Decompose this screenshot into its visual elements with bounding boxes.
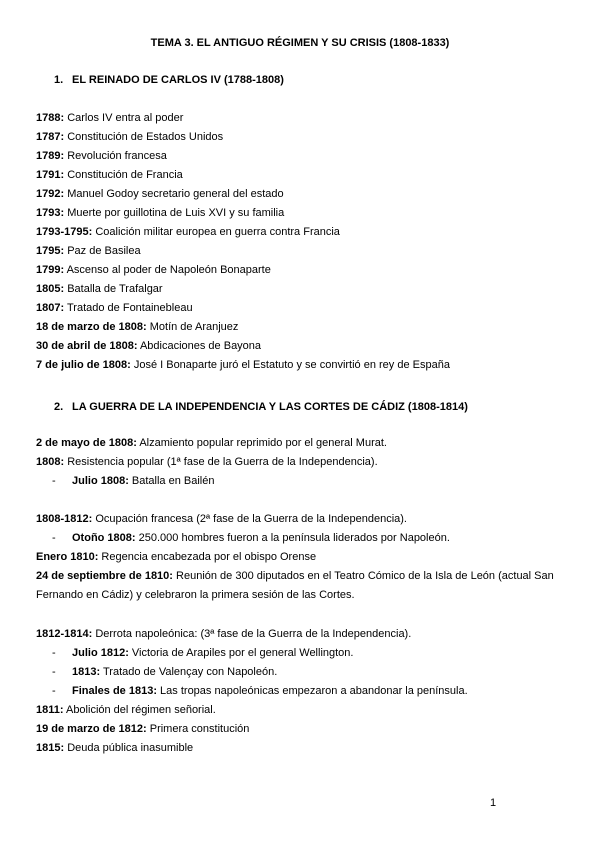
timeline-entry (36, 567, 571, 605)
section-1-title: EL REINADO DE CARLOS IV (1788-1808) (72, 74, 284, 86)
entry-date: 1815: (36, 742, 65, 754)
entry-text: Coalición militar europea en guerra contra Francia (92, 226, 340, 238)
entry-text: Motín de Aranjuez (146, 321, 239, 333)
entry-text: Muerte por guillotina de Luis XVI y su familia (64, 207, 285, 219)
timeline-entry (36, 318, 566, 337)
entry-date: Enero 1810: (36, 551, 99, 563)
timeline-sub-entry (52, 529, 450, 548)
entry-date: 1788: (36, 112, 65, 124)
entry-text: Abdicaciones de Bayona (137, 340, 262, 352)
entry-text: Regencia encabezada por el obispo Orense (98, 551, 317, 563)
section-2-heading (54, 401, 468, 413)
bullet-dash: - (52, 685, 56, 697)
entry-date: 1787: (36, 131, 65, 143)
page-number: 1 (490, 797, 497, 809)
timeline-sub-entry (52, 644, 353, 663)
entry-date: 1795: (36, 245, 65, 257)
timeline-entry (36, 701, 566, 720)
entry-text: Constitución de Estados Unidos (64, 131, 224, 143)
entry-date: Otoño 1808: (72, 532, 136, 544)
entry-date: 1811: (36, 704, 64, 716)
bullet-dash: - (52, 475, 56, 487)
entry-text: Batalla en Bailén (128, 475, 215, 487)
timeline-entry (36, 453, 566, 472)
timeline-entry (36, 356, 566, 375)
timeline-entry (36, 280, 566, 299)
entry-text: Revolución francesa (64, 150, 167, 162)
timeline-entry (36, 720, 566, 739)
entry-date: 18 de marzo de 1808: (36, 321, 147, 333)
timeline-entry (36, 337, 566, 356)
timeline-entry (36, 128, 566, 147)
bullet-dash: - (52, 647, 56, 659)
entry-text: José I Bonaparte juró el Estatuto y se convirtió en rey de España (130, 359, 450, 371)
entry-text: Ocupación francesa (2ª fase de la Guerra de la Independencia). (92, 513, 407, 525)
entry-text: 250.000 hombres fueron a la península liderados por Napoleón. (135, 532, 450, 544)
entry-text: Constitución de Francia (64, 169, 183, 181)
entry-text: Primera constitución (146, 723, 250, 735)
section-2-title: LA GUERRA DE LA INDEPENDENCIA Y LAS CORTES DE CÁDIZ (1808-1814) (72, 401, 468, 413)
timeline-entry (36, 109, 566, 128)
entry-text: Derrota napoleónica: (3ª fase de la Guerra de la Independencia). (92, 628, 412, 640)
entry-text: Ascenso al poder de Napoleón Bonaparte (64, 264, 271, 276)
entry-date: 1808-1812: (36, 513, 93, 525)
timeline-entry (36, 625, 566, 644)
entry-date: 1812-1814: (36, 628, 93, 640)
entry-date: 1808: (36, 456, 65, 468)
entry-text: Reunión de 300 diputados en el Teatro Cómico de la Isla de León (actual San Fernando en Cádiz) y celebraron la primera sesión de las Cortes. (36, 570, 554, 601)
timeline-entry (36, 185, 566, 204)
timeline-entry (36, 739, 566, 758)
entry-date: 1813: (72, 666, 101, 678)
entry-date: 19 de marzo de 1812: (36, 723, 147, 735)
entry-date: Finales de 1813: (72, 685, 157, 697)
bullet-dash: - (52, 532, 56, 544)
timeline-entry (36, 223, 566, 242)
timeline-entry (36, 242, 566, 261)
timeline-entry (36, 299, 566, 318)
timeline-sub-entry (52, 682, 468, 701)
entry-text: Victoria de Arapiles por el general Wellington. (128, 647, 354, 659)
entry-text: Tratado de Fontainebleau (64, 302, 193, 314)
section-1-heading (54, 74, 284, 86)
timeline-entry (36, 510, 566, 529)
bullet-dash: - (52, 666, 56, 678)
entry-date: 1789: (36, 150, 65, 162)
timeline-sub-entry (52, 472, 214, 491)
entry-text: Tratado de Valençay con Napoleón. (100, 666, 278, 678)
timeline-entry (36, 434, 566, 453)
entry-text: Alzamiento popular reprimido por el general Murat. (136, 437, 387, 449)
entry-date: 1793: (36, 207, 65, 219)
entry-date: 24 de septiembre de 1810: (36, 570, 173, 582)
entry-date: 1791: (36, 169, 65, 181)
timeline-entry (36, 166, 566, 185)
entry-text: Manuel Godoy secretario general del estado (64, 188, 284, 200)
entry-text: Abolición del régimen señorial. (63, 704, 216, 716)
entry-text: Resistencia popular (1ª fase de la Guerra de la Independencia). (64, 456, 378, 468)
timeline-entry (36, 204, 566, 223)
entry-date: 1793-1795: (36, 226, 93, 238)
entry-date: Julio 1812: (72, 647, 129, 659)
entry-date: 1792: (36, 188, 65, 200)
entry-date: Julio 1808: (72, 475, 129, 487)
entry-date: 1799: (36, 264, 65, 276)
document-title: TEMA 3. EL ANTIGUO RÉGIMEN Y SU CRISIS (1808-1833) (150, 37, 450, 49)
timeline-entry (36, 147, 566, 166)
entry-date: 7 de julio de 1808: (36, 359, 131, 371)
entry-date: 1807: (36, 302, 65, 314)
section-2-number: 2. (54, 401, 64, 413)
entry-text: Las tropas napoleónicas empezaron a abandonar la península. (157, 685, 468, 697)
timeline-entry (36, 548, 566, 567)
entry-date: 1805: (36, 283, 65, 295)
entry-text: Batalla de Trafalgar (64, 283, 163, 295)
entry-date: 30 de abril de 1808: (36, 340, 138, 352)
entry-text: Paz de Basilea (64, 245, 141, 257)
entry-text: Carlos IV entra al poder (64, 112, 184, 124)
entry-text: Deuda pública inasumible (64, 742, 194, 754)
timeline-entry (36, 261, 566, 280)
timeline-sub-entry (52, 663, 277, 682)
entry-date: 2 de mayo de 1808: (36, 437, 137, 449)
section-1-number: 1. (54, 74, 64, 86)
